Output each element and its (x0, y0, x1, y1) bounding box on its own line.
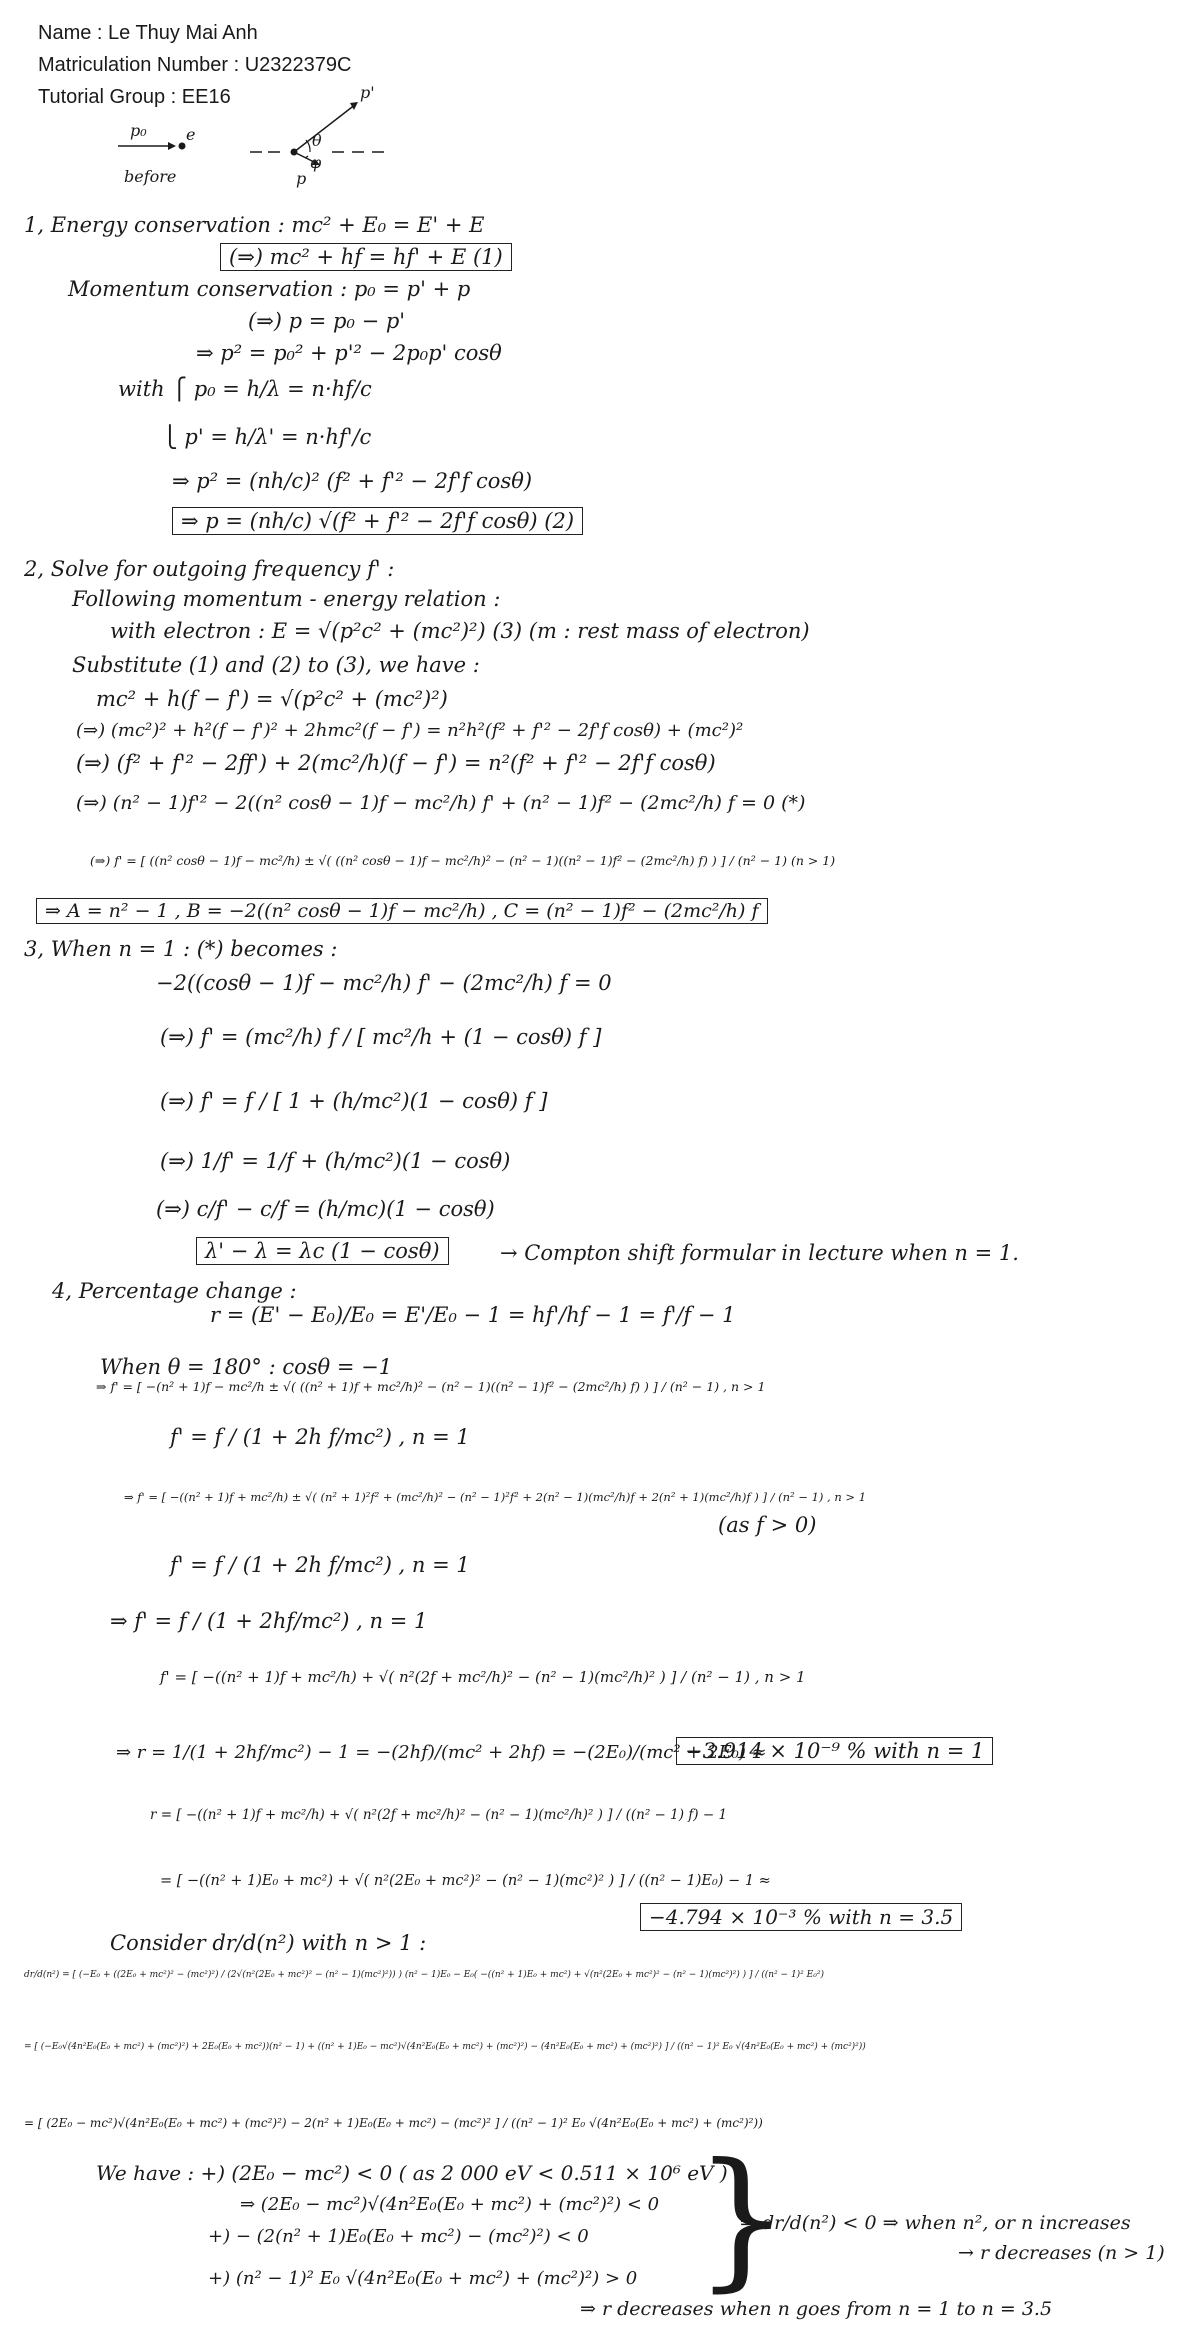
s2-line-8: (⇒) (n² − 1)f'² − 2((n² cosθ − 1)f − mc²/h) f' + (n² − 1)f² − (2mc²/h) f = 0 (*) (76, 792, 806, 814)
s4-line-12: −3.914 × 10⁻⁹ % with n = 1 (676, 1738, 993, 1764)
s2-line-3: with electron : E = √(p²c² + (mc²)²) (3) (m : rest mass of electron) (110, 619, 810, 643)
s4-line-3: When θ = 180° : cosθ = −1 (100, 1355, 393, 1379)
s3-line-8: → Compton shift formular in lecture when n = 1. (500, 1241, 1019, 1265)
s2-line-9: (⇒) f' = [ ((n² cosθ − 1)f − mc²/h) ± √( ((n² cosθ − 1)f − mc²/h)² − (n² − 1)((n² − 1)f² − (2mc²/h) f) ) ] / (n² − 1) (n > 1) (90, 853, 836, 868)
s2-line-5: mc² + h(f − f') = √(p²c² + (mc²)²) (96, 687, 448, 711)
s4-line-8: f' = f / (1 + 2h f/mc²) , n = 1 (170, 1553, 470, 1577)
s3-line-4: (⇒) f' = f / [ 1 + (h/mc²)(1 − cosθ) f ] (160, 1089, 548, 1113)
s3-line-6: (⇒) c/f' − c/f = (h/mc)(1 − cosθ) (156, 1197, 495, 1221)
s2-line-7: (⇒) (f² + f'² − 2ff') + 2(mc²/h)(f − f') = n²(f² + f'² − 2f'f cosθ) (76, 751, 716, 775)
p0-label: p₀ (130, 121, 147, 140)
s5-line-2: dr/d(n²) = [ (−E₀ + ((2E₀ + mc²)² − (mc²)²) / (2√(n²(2E₀ + mc²)² − (n² − 1)(mc²)²)) ) (n² − 1)E₀ − E₀( −((n² + 1)E₀ + mc²) + √(n²(2E₀ + mc²)² − (n² − 1)(mc²)²) ) ] / ((n² − 1)² E₀²) (24, 1970, 824, 1980)
s1-line-9: ⇒ p = (nh/c) √(f² + f'² − 2f'f cosθ) (2) (172, 508, 583, 534)
s3-line-3: (⇒) f' = (mc²/h) f / [ mc²/h + (1 − cosθ) f ] (160, 1025, 602, 1049)
s3-line-7: λ' − λ = λc (1 − cosθ) (196, 1238, 449, 1264)
s1-line-4: (⇒) p = p₀ − p' (248, 309, 406, 333)
s4-line-1: 4, Percentage change : (52, 1279, 297, 1303)
s3-line-5: (⇒) 1/f' = 1/f + (h/mc²)(1 − cosθ) (160, 1149, 511, 1173)
s4-line-13: r = [ −((n² + 1)f + mc²/h) + √( n²(2f + mc²/h)² − (n² − 1)(mc²/h)² ) ] / ((n² − 1) f) − 1 (150, 1807, 728, 1823)
s4-line-15: −4.794 × 10⁻³ % with n = 3.5 (640, 1904, 962, 1930)
student-name: Name : Le Thuy Mai Anh (38, 22, 258, 44)
s2-line-6: (⇒) (mc²)² + h²(f − f')² + 2hmc²(f − f') = n²h²(f² + f'² − 2f'f cosθ) + (mc²)² (76, 720, 744, 741)
s4-line-14: = [ −((n² + 1)E₀ + mc²) + √( n²(2E₀ + mc²)² − (n² − 1)(mc²)² ) ] / ((n² − 1)E₀) − 1 ≈ (160, 1873, 771, 1889)
s1-line-8: ⇒ p² = (nh/c)² (f² + f'² − 2f'f cosθ) (172, 469, 533, 493)
s2-line-4: Substitute (1) and (2) to (3), we have : (72, 653, 480, 677)
s4-line-9: ⇒ f' = f / (1 + 2hf/mc²) , n = 1 (110, 1609, 428, 1633)
s3-line-2: −2((cosθ − 1)f − mc²/h) f' − (2mc²/h) f = 0 (156, 971, 612, 995)
p-label: p (296, 169, 307, 188)
electron-label: e (186, 125, 196, 144)
before-label: before (124, 167, 177, 186)
s2-line-1: 2, Solve for outgoing frequency f' : (24, 557, 395, 581)
s4-line-6: ⇒ f' = [ −((n² + 1)f + mc²/h) ± √( (n² + 1)²f² + (mc²/h)² − (n² − 1)²f² + 2(n² − 1)(mc²/h)f + 2(n² + 1)(mc²/h)f ) ] / (n² − 1) , n > 1 (124, 1490, 867, 1504)
s2-line-2: Following momentum - energy relation : (72, 587, 501, 611)
s1-line-2: (⇒) mc² + hf = hf' + E (1) (220, 244, 512, 270)
scattered-photon-arrow (294, 104, 356, 152)
s5-line-8: +) (n² − 1)² E₀ √(4n²E₀(E₀ + mc²) + (mc²)²) > 0 (208, 2268, 638, 2289)
s4-line-4: ⇒ f' = [ −(n² + 1)f − mc²/h ± √( ((n² + 1)f + mc²/h)² − (n² − 1)((n² − 1)f² − (2mc²/h) f) ) ] / (n² − 1) , n > 1 (96, 1379, 766, 1394)
s5-line-3: = [ (−E₀√(4n²E₀(E₀ + mc²) + (mc²)²) + 2E₀(E₀ + mc²))(n² − 1) + ((n² + 1)E₀ − mc²)√(4n²E₀(E₀ + mc²) + (mc²)²) − (4n²E₀(E₀ + mc²) + (mc²)²) ] / ((n² − 1)² E₀ √(4n²E₀(E₀ + mc²) + (mc²)²)) (24, 2042, 866, 2052)
s5-line-10: → r decreases (n > 1) (958, 2242, 1165, 2264)
s1-line-5: ⇒ p² = p₀² + p'² − 2p₀p' cosθ (196, 341, 502, 365)
s1-line-1: 1, Energy conservation : mc² + E₀ = E' + E (24, 213, 485, 237)
s4-line-2: r = (E' − E₀)/E₀ = E'/E₀ − 1 = hf'/hf − 1 = f'/f − 1 (210, 1303, 736, 1327)
s4-line-11: ⇒ r = 1/(1 + 2hf/mc²) − 1 = −(2hf)/(mc² + 2hf) = −(2E₀)/(mc² + 2E₀) ≈ (116, 1742, 767, 1763)
s1-line-7: ⎩ p' = h/λ' = n·hf'/c (162, 425, 372, 449)
right-brace: } (694, 2132, 790, 2306)
tutorial-group: Tutorial Group : EE16 (38, 86, 231, 108)
s1-line-6: with ⎧ p₀ = h/λ = n·hf/c (118, 377, 372, 401)
s5-line-9: ⇒ dr/d(n²) < 0 ⇒ when n², or n increases (740, 2212, 1131, 2234)
s4-line-7: (as f > 0) (718, 1513, 817, 1537)
s4-line-10: f' = [ −((n² + 1)f + mc²/h) + √( n²(2f + mc²/h)² − (n² − 1)(mc²/h)² ) ] / (n² − 1) , n > 1 (160, 1668, 806, 1686)
s5-line-11: ⇒ r decreases when n goes from n = 1 to n = 3.5 (580, 2298, 1053, 2320)
p-prime-label: p' (360, 83, 375, 102)
theta-label: θ (312, 131, 322, 150)
s4-line-5: f' = f / (1 + 2h f/mc²) , n = 1 (170, 1425, 470, 1449)
s5-line-6: ⇒ (2E₀ − mc²)√(4n²E₀(E₀ + mc²) + (mc²)²) < 0 (240, 2194, 660, 2215)
electron-before (179, 143, 186, 150)
phi-label: φ (310, 153, 322, 172)
matriculation-number: Matriculation Number : U2322379C (38, 54, 352, 76)
s5-line-4: = [ (2E₀ − mc²)√(4n²E₀(E₀ + mc²) + (mc²)²) − 2(n² + 1)E₀(E₀ + mc²) − (mc²)² ] / ((n² − 1)² E₀ √(4n²E₀(E₀ + mc²) + (mc²)²)) (24, 2116, 763, 2130)
s3-line-1: 3, When n = 1 : (*) becomes : (24, 937, 338, 961)
scattering-diagram (100, 84, 420, 194)
s5-line-7: +) − (2(n² + 1)E₀(E₀ + mc²) − (mc²)²) < 0 (208, 2226, 589, 2247)
s5-line-1: Consider dr/d(n²) with n > 1 : (110, 1931, 427, 1955)
s5-line-5: We have : +) (2E₀ − mc²) < 0 ( as 2 000 eV < 0.511 × 10⁶ eV ) (96, 2161, 728, 2185)
incoming-arrowhead (168, 142, 176, 150)
s2-line-10: ⇒ A = n² − 1 , B = −2((n² cosθ − 1)f − mc²/h) , C = (n² − 1)f² − (2mc²/h) f (36, 898, 768, 924)
s1-line-3: Momentum conservation : p₀ = p' + p (68, 277, 471, 301)
